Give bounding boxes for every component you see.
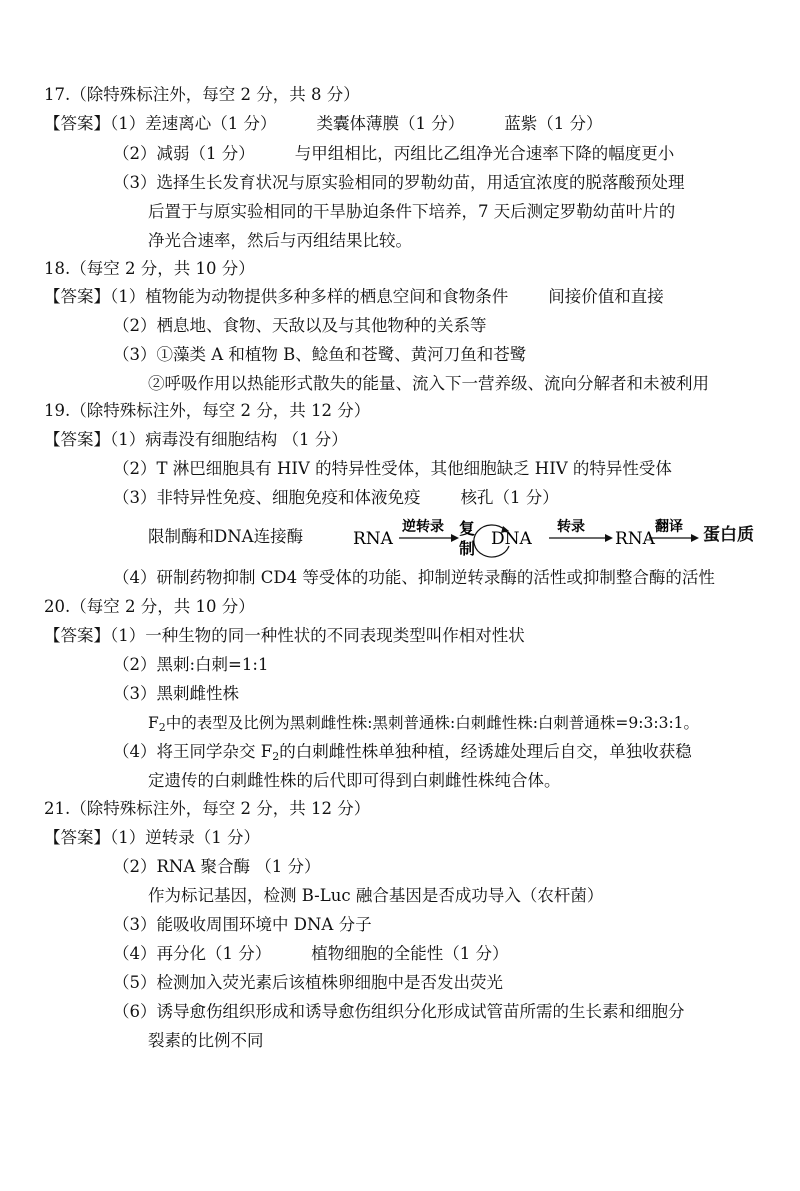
flow-label-replication-bottom: 制 [459, 539, 476, 558]
answer-text: 与甲组相比，丙组比乙组净光合速率下降的幅度更小 [294, 144, 675, 163]
subscript: 2 [272, 750, 280, 763]
q17-answer-line-3c: 净光合速率，然后与丙组结果比较。 [148, 231, 412, 250]
q19-answer-line-3 [113, 487, 559, 509]
arrowhead-icon [691, 534, 699, 542]
answer-tag: 【答案】 [44, 430, 110, 449]
answer-tag: 【答案】 [44, 114, 110, 133]
q19-answer-line-3c: 限制酶和DNA连接酶 [148, 527, 304, 546]
arrowhead-icon [451, 534, 459, 542]
q21-answer-line-6b: 裂素的比例不同 [148, 1031, 264, 1050]
answer-text: 再分化（1 分） [156, 944, 272, 963]
answer-text: T 淋巴细胞具有 HIV 的特异性受体，其他细胞缺乏 HIV 的特异性受体 [156, 459, 672, 478]
answer-text: 差速离心（1 分） [145, 114, 277, 133]
answer-text: ①藻类 A 和植物 B、鲶鱼和苍鹭、黄河刀鱼和苍鹭 [156, 345, 527, 364]
item-number: （5） [113, 973, 157, 992]
answer-text: 病毒没有细胞结构 （1 分） [145, 430, 348, 449]
q17-answer-line-3b: 后置于与原实验相同的干旱胁迫条件下培养，7 天后测定罗勒幼苗叶片的 [148, 202, 676, 221]
answer-text: 栖息地、食物、天敌以及与其他物种的关系等 [156, 316, 487, 335]
item-number: （3） [113, 684, 157, 703]
q17-heading: 17.（除特殊标注外，每空 2 分，共 8 分） [44, 85, 360, 104]
answer-text: 蓝紫（1 分） [504, 114, 603, 133]
q17-answer-line-1 [44, 113, 603, 135]
q21-answer-line-6 [113, 1001, 685, 1023]
q17-answer-line-3 [113, 172, 685, 194]
flow-label-reverse-transcription: 逆转录 [402, 519, 444, 535]
q19-answer-line-4 [113, 567, 715, 589]
answer-text: 类囊体薄膜（1 分） [316, 114, 465, 133]
q21-answer-line-2 [113, 856, 321, 878]
central-dogma-diagram [353, 512, 713, 558]
answer-text: 非特异性免疫、细胞免疫和体液免疫 [156, 488, 421, 507]
q20-answer-line-4 [113, 741, 692, 763]
q18-answer-line-1 [44, 286, 664, 308]
item-number: （2） [113, 857, 157, 876]
item-number: （3） [113, 345, 157, 364]
item-number: （1） [110, 114, 146, 133]
q21-answer-line-3 [113, 914, 372, 936]
item-number: （4） [113, 742, 157, 761]
q21-answer-line-1 [44, 827, 260, 849]
q20-answer-line-3b [148, 712, 699, 734]
item-number: （1） [110, 828, 146, 847]
q20-answer-line-4b: 定遗传的白刺雌性株的后代即可得到白刺雌性株纯合体。 [148, 771, 561, 790]
answer-text: RNA 聚合酶 （1 分） [156, 857, 321, 876]
arrowhead-icon [605, 534, 613, 542]
q18-answer-line-2 [113, 315, 487, 337]
flow-label-translation: 翻译 [655, 519, 683, 535]
answer-text: 将王同学杂交 F [156, 742, 273, 761]
q20-heading: 20.（每空 2 分，共 10 分） [44, 597, 255, 616]
flow-node-protein-label: 蛋白质 [703, 525, 754, 545]
item-number: （1） [110, 430, 146, 449]
answer-text: 检测加入荧光素后该植株卵细胞中是否发出荧光 [156, 973, 503, 992]
answer-text: 核孔（1 分） [460, 488, 559, 507]
q17-answer-line-2 [113, 143, 674, 165]
answer-text: 一种生物的同一种性状的不同表现类型叫作相对性状 [145, 626, 525, 645]
flow-node-dna: DNA [491, 529, 532, 549]
q20-answer-line-3 [113, 683, 239, 705]
q21-answer-line-4 [113, 943, 509, 965]
item-number: （2） [113, 316, 157, 335]
q18-answer-line-3 [113, 344, 526, 366]
answer-text: 间接价值和直接 [548, 287, 664, 306]
item-number: （1） [110, 287, 146, 306]
item-number: （4） [113, 944, 157, 963]
item-number: （2） [113, 655, 157, 674]
answer-text: 研制药物抑制 CD4 等受体的功能、抑制逆转录酶的活性或抑制整合酶的活性 [156, 568, 715, 587]
answer-tag: 【答案】 [44, 287, 110, 306]
answer-text: 中的表型及比例为黑刺雌性株:黑刺普通株:白刺雌性株:白刺普通株=9:3:3:1。 [165, 714, 700, 732]
answer-text: 的白刺雌性株单独种植，经诱雄处理后自交，单独收获稳 [279, 742, 692, 761]
q18-answer-line-3b: ②呼吸作用以热能形式散失的能量、流入下一营养级、流向分解者和未被利用 [148, 374, 709, 393]
item-number: （3） [113, 173, 157, 192]
answer-tag: 【答案】 [44, 626, 110, 645]
answer-text: 植物能为动物提供多种多样的栖息空间和食物条件 [145, 287, 509, 306]
flow-node-rna: RNA [353, 529, 393, 549]
answer-text: 黑刺:白刺=1:1 [156, 655, 269, 674]
q20-answer-line-2 [113, 654, 268, 676]
flow-node-rna-2: RNA [615, 529, 655, 549]
answer-text: 减弱（1 分） [156, 144, 255, 163]
item-number: （3） [113, 915, 157, 934]
q19-answer-line-2 [113, 458, 672, 480]
q21-answer-line-5 [113, 972, 503, 994]
answer-tag: 【答案】 [44, 828, 110, 847]
q21-answer-line-2b: 作为标记基因，检测 B-Luc 融合基因是否成功导入（农杆菌） [148, 886, 604, 905]
answer-text: 植物细胞的全能性（1 分） [311, 944, 509, 963]
item-number: （6） [113, 1002, 157, 1021]
f-symbol: F [148, 714, 159, 732]
q21-heading: 21.（除特殊标注外，每空 2 分，共 12 分） [44, 799, 371, 818]
flow-label-replication-top: 复 [459, 519, 476, 538]
answer-text: 选择生长发育状况与原实验相同的罗勒幼苗，用适宜浓度的脱落酸预处理 [156, 173, 685, 192]
item-number: （2） [113, 459, 157, 478]
q19-heading: 19.（除特殊标注外，每空 2 分，共 12 分） [44, 401, 371, 420]
subscript: 2 [158, 721, 166, 734]
answer-text: 能吸收周围环境中 DNA 分子 [156, 915, 372, 934]
q18-heading: 18.（每空 2 分，共 10 分） [44, 259, 255, 278]
item-number: （3） [113, 488, 157, 507]
item-number: （2） [113, 144, 157, 163]
answer-text: 黑刺雌性株 [156, 684, 239, 703]
answer-text: 逆转录（1 分） [145, 828, 260, 847]
q20-answer-line-1 [44, 625, 525, 647]
item-number: （4） [113, 568, 157, 587]
answer-text: 诱导愈伤组织形成和诱导愈伤组织分化形成试管苗所需的生长素和细胞分 [156, 1002, 685, 1021]
flow-label-transcription: 转录 [557, 519, 585, 535]
item-number: （1） [110, 626, 146, 645]
q19-answer-line-1 [44, 429, 348, 451]
